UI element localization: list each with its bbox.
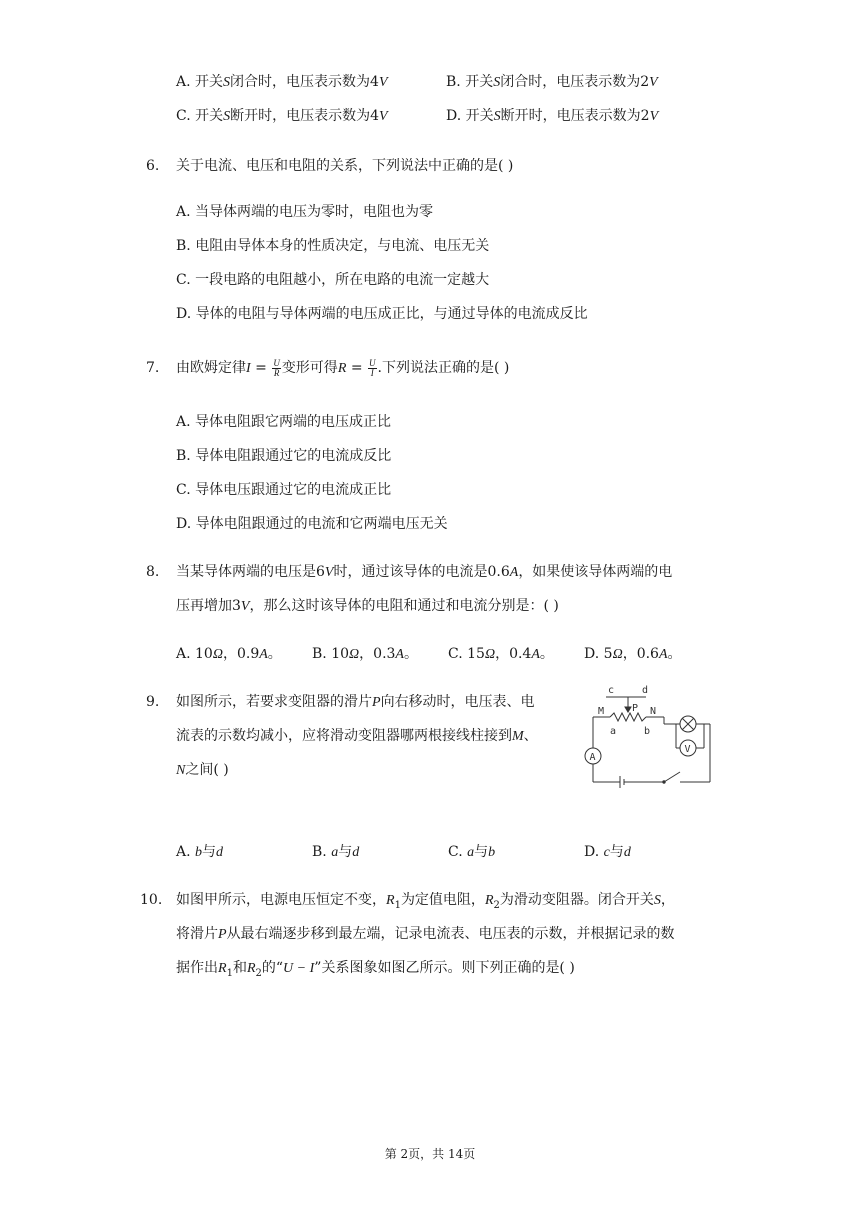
option-label: D. (584, 646, 600, 662)
stem-text: 据作出 (176, 960, 218, 976)
fraction (368, 359, 377, 378)
option-value: 2 (640, 74, 650, 90)
option-text: 当导体两端的电压为零时，电阻也为零 (195, 204, 434, 220)
stem-text: ，那么这时该导体的电阻和通过和电流分别是：( ) (249, 598, 559, 614)
option-label: C. (448, 844, 463, 860)
stem-text: 如图所示，若要求变阻器的滑片 (176, 694, 372, 710)
stem-text: 将滑片 (176, 926, 218, 942)
formula-var: I (246, 361, 251, 376)
q6-option-b[interactable] (176, 236, 489, 256)
question-stem-line1 (176, 890, 675, 916)
option-unit: V (379, 109, 388, 124)
question-number: 10. (140, 892, 163, 908)
stem-var: U − I (283, 961, 315, 976)
option-value: 4 (370, 74, 379, 90)
question-stem-line1 (176, 692, 535, 713)
stem-var: P (218, 927, 227, 942)
question-number: 6. (146, 158, 160, 174)
stem-value: 3 (232, 598, 241, 614)
option-text: 电阻由导体本身的性质决定，与电流、电压无关 (195, 238, 490, 254)
q8-option-b[interactable] (312, 644, 418, 665)
option-unit: V (378, 75, 388, 90)
stem-unit: V (240, 599, 250, 614)
option-unit: V (649, 109, 659, 124)
q5-option-a[interactable] (176, 72, 388, 93)
option-unit: Ω (212, 647, 223, 662)
option-sep: ， (495, 646, 510, 662)
switch-blade (664, 772, 680, 782)
question-stem-line2 (176, 924, 675, 945)
terminal-a-label: a (610, 726, 617, 737)
option-text: 导体电压跟通过它的电流成正比 (195, 482, 392, 498)
option-label: B. (312, 844, 327, 860)
q8-option-a[interactable] (176, 644, 282, 665)
q9-option-a[interactable] (176, 842, 223, 863)
question-number: 7. (146, 360, 160, 376)
option-value: 4 (370, 108, 380, 124)
stem-text: 当某导体两端的电压是 (176, 564, 316, 580)
option-label: B. (312, 646, 327, 662)
stem-text: 为滑动变阻器。闭合开关 (499, 892, 654, 908)
option-var: d (216, 845, 224, 860)
fraction (272, 359, 281, 378)
stem-text: 流表的示数均减小，应将滑动变阻器哪两根接线柱接到 (176, 728, 512, 744)
stem-text: 如图甲所示，电源电压恒定不变， (176, 892, 386, 908)
option-var: d (352, 845, 360, 860)
option-var: S (493, 75, 501, 90)
option-text: 闭合时，电压表示数为 (230, 74, 371, 90)
stem-var: M (512, 729, 524, 744)
q5-option-d[interactable] (446, 106, 658, 127)
option-value: 15 (467, 646, 485, 662)
q6-option-d[interactable] (176, 304, 588, 324)
stem-text: 的“ (261, 960, 284, 976)
option-text: 导体电阻跟通过它的电流成反比 (195, 448, 392, 464)
question-stem-line3 (176, 760, 229, 781)
stem-text: ， (660, 892, 675, 908)
stem-text: ，如果使该导体两端的电 (518, 564, 673, 580)
option-label: A. (176, 74, 191, 90)
option-unit: A (531, 647, 540, 662)
stem-subscript: 2 (255, 967, 262, 979)
option-unit: A (395, 647, 404, 662)
q8-option-d[interactable] (584, 644, 682, 665)
question-stem-line2 (176, 726, 538, 747)
question-number: 8. (146, 564, 160, 580)
terminal-c-label: c (608, 685, 615, 696)
option-var: b (195, 845, 203, 860)
option-label: C. (176, 482, 191, 498)
option-unit: V (649, 75, 658, 90)
page-footer: 第 2页，共 14页 (384, 1147, 476, 1161)
option-text: 导体电阻跟通过的电流和它两端电压无关 (195, 516, 448, 532)
option-text: 开关 (195, 74, 224, 90)
option-text: 与 (609, 844, 624, 860)
option-value: 0.6 (636, 646, 659, 662)
option-unit: Ω (612, 647, 623, 662)
q9-option-b[interactable] (312, 842, 359, 863)
option-value: 0.9 (236, 646, 260, 662)
option-text: 导体电阻跟它两端的电压成正比 (195, 414, 392, 430)
option-sep: 。 (403, 646, 418, 662)
question-stem-line2 (176, 596, 559, 617)
stem-text: 变形可得 (281, 360, 338, 376)
terminal-b-label: b (644, 726, 651, 737)
stem-text: 之间( ) (185, 762, 229, 778)
stem-text: 为定值电阻， (400, 892, 485, 908)
stem-var: P (372, 695, 381, 710)
option-text: 与 (474, 844, 489, 860)
fraction-denominator: I (370, 367, 374, 378)
stem-text: 时，通过该导体的电流是 (333, 564, 488, 580)
option-value: 0.4 (509, 646, 532, 662)
option-value: 2 (640, 108, 650, 124)
q7-option-b[interactable] (176, 446, 391, 466)
option-text: 开关 (465, 74, 494, 90)
option-text: 与 (202, 844, 217, 860)
option-unit: Ω (484, 647, 496, 662)
stem-text: 压再增加 (176, 598, 232, 614)
stem-text: .下列说法正确的是( ) (377, 360, 510, 376)
q7-option-c[interactable] (176, 480, 391, 500)
option-label: B. (176, 448, 191, 464)
question-stem: 由欧姆定律I = $\frac{U}{R}$ 变形可得R = $\frac{U}{I}$ .下列说法正确的是( ) (176, 357, 510, 378)
stem-var: N (176, 763, 186, 778)
fraction-numerator: U (273, 357, 280, 368)
fraction-numerator: U (369, 357, 376, 368)
stem-subscript: 1 (394, 899, 401, 911)
option-text: 一段电路的电阻越小，所在电路的电流一定越大 (195, 272, 490, 288)
stem-text: 向右移动时，电压表、电 (380, 694, 535, 710)
stem-var: S (653, 893, 661, 908)
stem-text: 和 (232, 960, 247, 976)
option-text: 断开时，电压表示数为 (500, 108, 641, 124)
option-sep: ， (222, 646, 237, 662)
option-label: A. (176, 844, 191, 860)
option-var: a (467, 845, 475, 860)
option-label: B. (176, 238, 191, 254)
option-label: B. (446, 74, 461, 90)
option-text: 导体的电阻与导体两端的电压成正比，与通过导体的电流成反比 (195, 306, 588, 322)
option-text: 与 (338, 844, 353, 860)
voltmeter-label: V (684, 744, 691, 755)
option-label: D. (176, 306, 192, 322)
option-unit: Ω (349, 647, 360, 662)
option-label: D. (584, 844, 600, 860)
option-var: c (603, 845, 610, 860)
stem-value: 6 (316, 564, 325, 580)
option-value: 10 (331, 646, 350, 662)
stem-subscript: 2 (493, 899, 500, 911)
option-var: d (623, 845, 631, 860)
option-label: C. (176, 108, 191, 124)
option-var: a (331, 845, 339, 860)
q9-option-c[interactable] (448, 842, 495, 863)
q5-option-b[interactable] (446, 72, 658, 93)
option-label: D. (446, 108, 462, 124)
question-stem-line3 (176, 958, 575, 984)
option-value: 10 (195, 646, 213, 662)
option-text: 闭合时，电压表示数为 (500, 74, 641, 90)
q8-option-c[interactable] (448, 644, 554, 665)
question-stem-line1 (176, 562, 672, 583)
option-label: C. (176, 272, 191, 288)
option-var: S (223, 75, 231, 90)
formula-var: R (337, 361, 347, 376)
stem-unit: V (324, 565, 334, 580)
option-sep: 。 (267, 646, 282, 662)
terminal-d-label: d (642, 685, 649, 696)
question-number: 9. (146, 694, 160, 710)
option-label: C. (448, 646, 463, 662)
q5-option-c[interactable] (176, 106, 388, 127)
stem-value: 0.6 (487, 564, 510, 580)
circuit-diagram (580, 684, 716, 788)
stem-var: R (218, 961, 227, 976)
option-text: 开关 (195, 108, 224, 124)
terminal-m-label: M (598, 706, 605, 717)
option-text: 断开时，电压表示数为 (230, 108, 371, 124)
option-var: S (493, 109, 501, 124)
option-var: S (223, 109, 231, 124)
stem-text: 从最右端逐步移到最左端，记录电流表、电压表的示数，并根据记录的数 (226, 926, 675, 942)
option-sep: ， (622, 646, 637, 662)
option-label: A. (176, 646, 191, 662)
fraction-denominator: R (273, 367, 280, 378)
option-var: b (488, 845, 496, 860)
option-value: 0.3 (373, 646, 396, 662)
option-text: 开关 (465, 108, 494, 124)
resistor-zigzag (610, 713, 646, 721)
stem-subscript: 1 (226, 967, 233, 979)
terminal-n-label: N (650, 706, 657, 717)
option-label: A. (176, 204, 191, 220)
stem-var: R (246, 961, 256, 976)
slider-p-label: P (632, 703, 639, 714)
question-stem: 关于电流、电压和电阻的关系，下列说法中正确的是( ) (176, 158, 514, 174)
stem-var: R (386, 893, 395, 908)
ammeter-label: A (589, 752, 596, 763)
option-unit: A (658, 647, 668, 662)
option-unit: A (259, 647, 268, 662)
q7-option-d[interactable] (176, 514, 448, 534)
stem-text: 、 (523, 728, 538, 744)
stem-unit: A (509, 565, 519, 580)
slider-arrow (625, 707, 631, 712)
option-sep: ， (359, 646, 374, 662)
stem-text: ”关系图象如图乙所示。则下列正确的是( ) (314, 960, 575, 976)
q6-option-a[interactable] (176, 202, 433, 222)
option-label: A. (176, 414, 191, 430)
q7-option-a[interactable] (176, 412, 391, 432)
option-label: D. (176, 516, 192, 532)
option-sep: 。 (539, 646, 554, 662)
q9-option-d[interactable] (584, 842, 631, 863)
option-value: 5 (603, 646, 613, 662)
stem-text: 由欧姆定律 (176, 360, 246, 376)
q6-option-c[interactable] (176, 270, 489, 290)
stem-var: R (484, 893, 494, 908)
option-sep: 。 (667, 646, 682, 662)
